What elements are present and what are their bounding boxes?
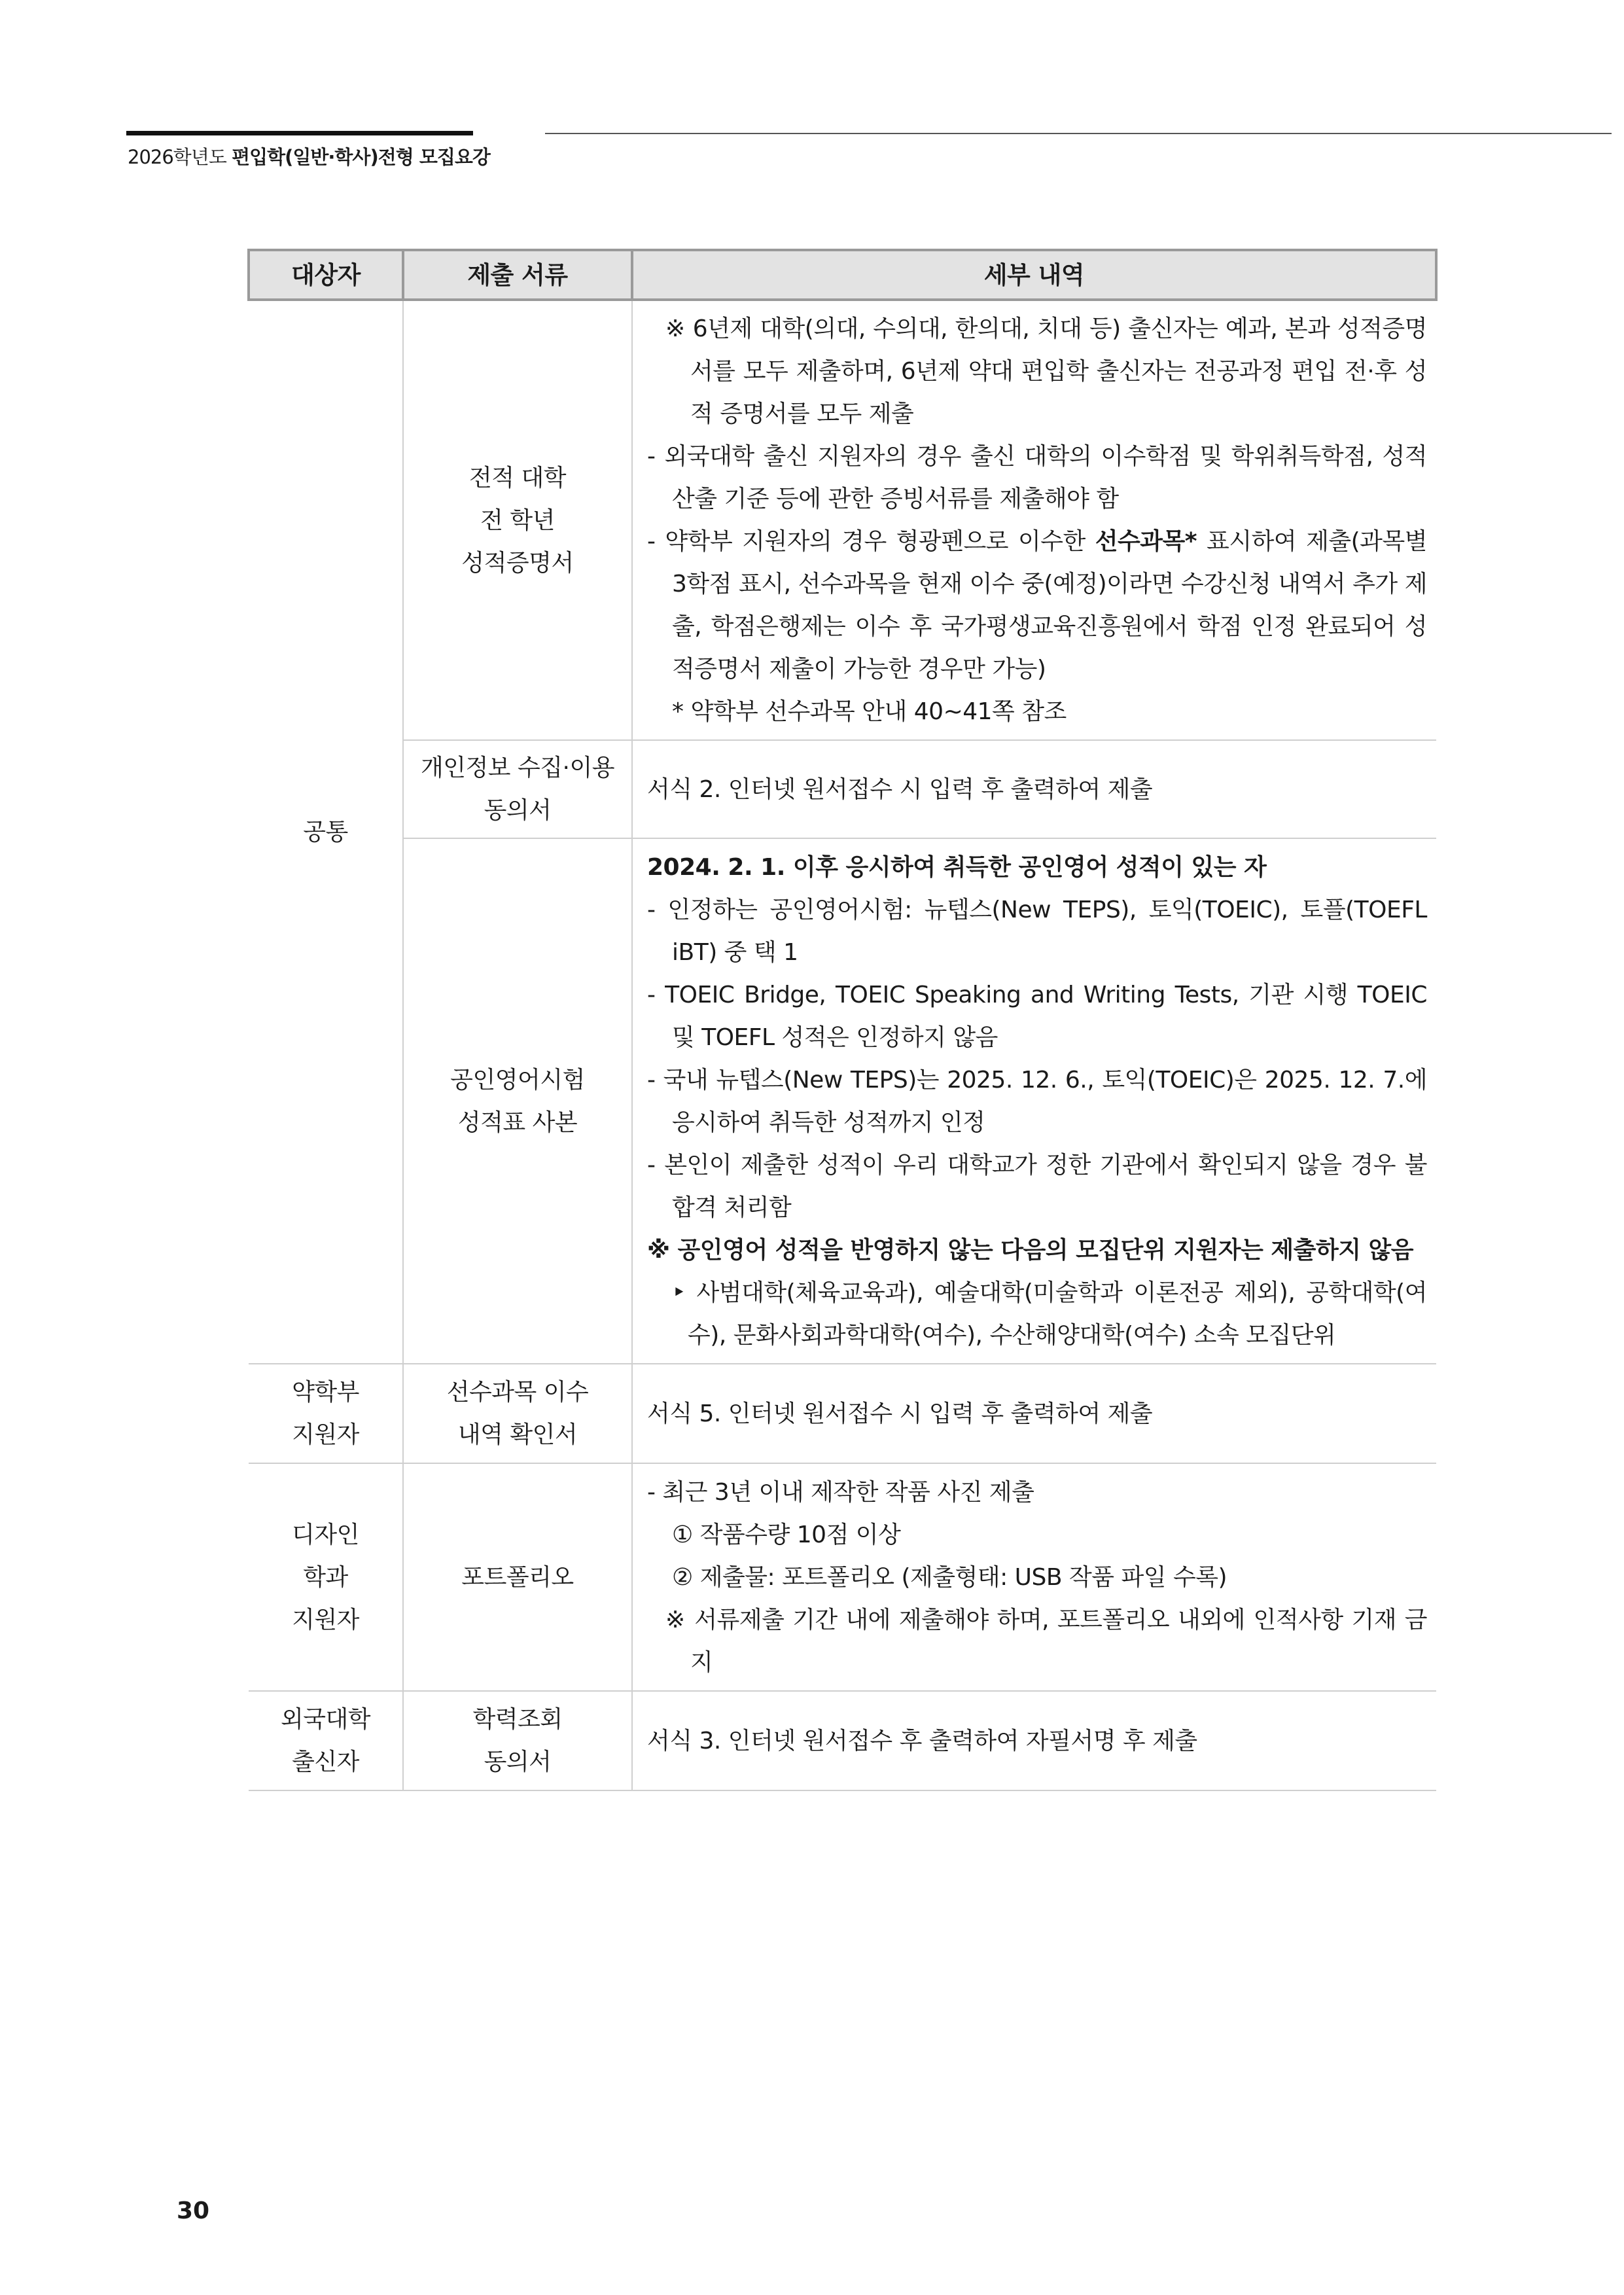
english-item: - 국내 뉴텝스(New TEPS)는 2025. 12. 6., 토익(TOEIC)은 2025. 12. 7.에 응시하여 취득한 성적까지 인정 bbox=[647, 1066, 1427, 1136]
page-number: 30 bbox=[177, 2197, 210, 2224]
header-year: 2026학년도 bbox=[128, 146, 232, 168]
document-requirements-table bbox=[247, 249, 1438, 1791]
doc-english: 공인영어시험 성적표 사본 bbox=[403, 838, 632, 1364]
running-header bbox=[128, 143, 490, 169]
transcript-item-foreign: - 외국대학 출신 지원자의 경우 출신 대학의 이수학점 및 학위취득학점, 성적 산출 기준 등에 관한 증빙서류를 제출해야 함 bbox=[647, 443, 1427, 512]
table-row bbox=[249, 1691, 1436, 1790]
header-title: 편입학(일반·학사)전형 모집요강 bbox=[232, 146, 490, 168]
target-foreign: 외국대학 출신자 bbox=[249, 1691, 403, 1790]
transcript-footnote: * 약학부 선수과목 안내 40~41쪽 참조 bbox=[672, 698, 1067, 725]
table-row bbox=[249, 1463, 1436, 1691]
header-rule-thick bbox=[126, 131, 473, 135]
table-row bbox=[249, 300, 1436, 740]
detail-privacy: 서식 2. 인터넷 원서접수 시 입력 후 출력하여 제출 bbox=[632, 740, 1436, 838]
doc-portfolio: 포트폴리오 bbox=[403, 1463, 632, 1691]
english-item: - 본인이 제출한 성적이 우리 대학교가 정한 기관에서 확인되지 않을 경우 불합격 처리함 bbox=[647, 1151, 1427, 1221]
target-design: 디자인 학과 지원자 bbox=[249, 1463, 403, 1691]
detail-english bbox=[632, 838, 1436, 1364]
column-header-target: 대상자 bbox=[249, 250, 403, 300]
doc-privacy: 개인정보 수집·이용 동의서 bbox=[403, 740, 632, 838]
portfolio-item: ① 작품수량 10점 이상 bbox=[672, 1521, 901, 1548]
detail-prerequisite: 서식 5. 인터넷 원서접수 시 입력 후 출력하여 제출 bbox=[632, 1364, 1436, 1463]
english-item: - 인정하는 공인영어시험: 뉴텝스(New TEPS), 토익(TOEIC), 토플(TOEFL iBT) 중 택 1 bbox=[647, 896, 1427, 966]
column-header-document: 제출 서류 bbox=[403, 250, 632, 300]
english-exclusion-heading: ※ 공인영어 성적을 반영하지 않는 다음의 모집단위 지원자는 제출하지 않음 bbox=[647, 1236, 1414, 1264]
detail-transcript bbox=[632, 300, 1436, 740]
target-common: 공통 bbox=[249, 300, 403, 1364]
target-pharmacy: 약학부 지원자 bbox=[249, 1364, 403, 1463]
english-item: - TOEIC Bridge, TOEIC Speaking and Writing Tests, 기관 시행 TOEIC 및 TOEFL 성적은 인정하지 않음 bbox=[647, 981, 1427, 1051]
detail-education-verification: 서식 3. 인터넷 원서접수 후 출력하여 자필서명 후 제출 bbox=[632, 1691, 1436, 1790]
doc-transcript: 전적 대학 전 학년 성적증명서 bbox=[403, 300, 632, 740]
table-row bbox=[249, 838, 1436, 1364]
transcript-note: ※ 6년제 대학(의대, 수의대, 한의대, 치대 등) 출신자는 예과, 본과 성적증명서를 모두 제출하며, 6년제 약대 편입학 출신자는 전공과정 편입 전·후 성적 증명서를 모두 제출 bbox=[665, 315, 1427, 427]
portfolio-note: ※ 서류제출 기간 내에 제출해야 하며, 포트폴리오 내외에 인적사항 기재 금지 bbox=[665, 1606, 1427, 1676]
table-row bbox=[249, 1364, 1436, 1463]
column-header-detail: 세부 내역 bbox=[632, 250, 1436, 300]
transcript-item-pharmacy: - 약학부 지원자의 경우 형광펜으로 이수한 선수과목* 표시하여 제출(과목별 3학점 표시, 선수과목을 현재 이수 중(예정)이라면 수강신청 내역서 추가 제출, 학점은행제는 이수 후 국가평생교육진흥원에서 학점 인정 완료되어 성적증명서 제출이 가능한 경우만 가능) bbox=[647, 528, 1428, 683]
detail-portfolio bbox=[632, 1463, 1436, 1691]
table-row bbox=[249, 740, 1436, 838]
table-header-row bbox=[249, 250, 1436, 300]
header-rule-thin bbox=[545, 133, 1612, 134]
portfolio-item: - 최근 3년 이내 제작한 작품 사진 제출 bbox=[647, 1478, 1034, 1506]
english-exclusion-detail: ‣ 사범대학(체육교육과), 예술대학(미술학과 이론전공 제외), 공학대학(여수), 문화사회과학대학(여수), 수산해양대학(여수) 소속 모집단위 bbox=[672, 1279, 1427, 1349]
doc-education-verification: 학력조회 동의서 bbox=[403, 1691, 632, 1790]
portfolio-item: ② 제출물: 포트폴리오 (제출형태: USB 작품 파일 수록) bbox=[672, 1563, 1227, 1591]
doc-prerequisite: 선수과목 이수 내역 확인서 bbox=[403, 1364, 632, 1463]
english-heading: 2024. 2. 1. 이후 응시하여 취득한 공인영어 성적이 있는 자 bbox=[647, 853, 1267, 881]
